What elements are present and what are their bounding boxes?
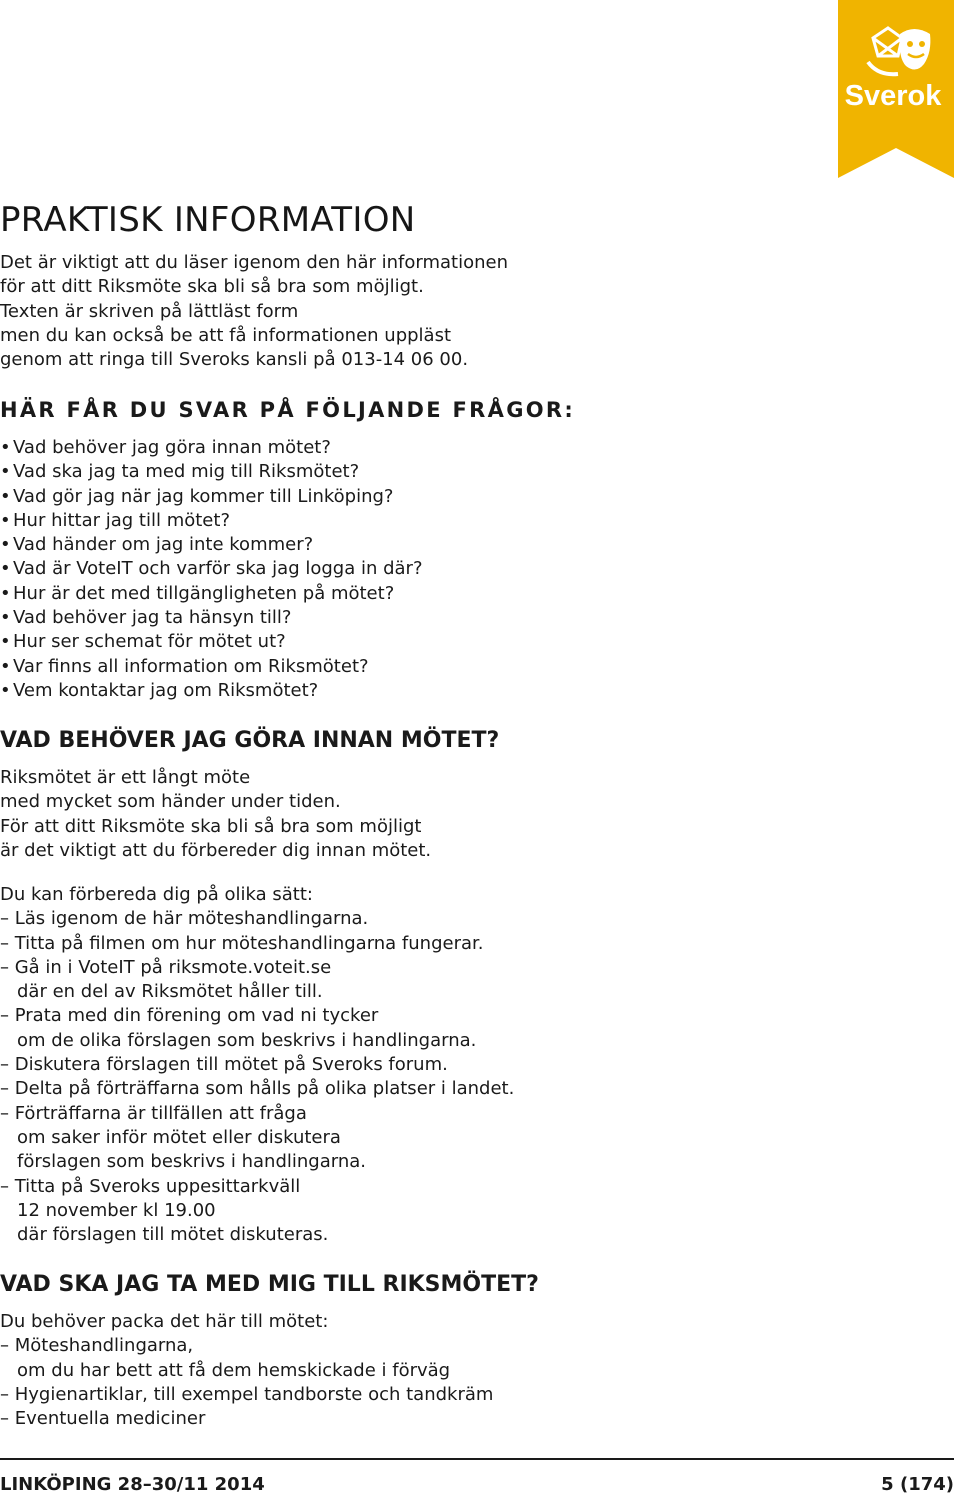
faq-item-label: Hur hittar jag till mötet? bbox=[13, 509, 230, 531]
text-line: Riksmötet är ett långt möte bbox=[0, 767, 251, 788]
sverok-logo bbox=[838, 0, 954, 178]
faq-item-label: Vad behöver jag göra innan mötet? bbox=[13, 437, 331, 458]
faq-item-label: Var finns all information om Riksmötet? bbox=[13, 655, 369, 677]
faq-item-label: Vad händer om jag inte kommer? bbox=[13, 534, 314, 556]
text-line: Det är viktigt att du läser igenom den här informationen bbox=[0, 252, 508, 273]
faq-heading: HÄR FÅR DU SVAR PÅ FÖLJANDE FRÅGOR: bbox=[0, 398, 576, 422]
text-line: – Diskutera förslagen till mötet på Sveroks forum. bbox=[0, 1054, 448, 1076]
text-line: är det viktigt att du förbereder dig innan mötet. bbox=[0, 839, 432, 861]
text-line: – Delta på förträffarna som hålls på olika platser i landet. bbox=[0, 1078, 515, 1100]
section1-paragraph1 bbox=[0, 766, 431, 863]
faq-item-label: Hur är det med tillgängligheten på mötet? bbox=[13, 582, 395, 604]
text-line: där en del av Riksmötet håller till. bbox=[17, 981, 323, 1003]
text-line: med mycket som händer under tiden. bbox=[0, 791, 341, 813]
faq-item bbox=[0, 655, 423, 679]
faq-item-label: Vad behöver jag ta hänsyn till? bbox=[13, 607, 292, 629]
sverok-wordmark: Sverok bbox=[844, 80, 942, 112]
text-line: – Titta på filmen om hur möteshandlingarna fungerar. bbox=[0, 932, 484, 954]
text-line: – Möteshandlingarna, bbox=[0, 1335, 194, 1357]
faq-item-label: Vem kontaktar jag om Riksmötet? bbox=[13, 679, 319, 701]
text-line: – Eventuella mediciner bbox=[0, 1408, 206, 1430]
text-line: förslagen som beskrivs i handlingarna. bbox=[17, 1151, 366, 1173]
text-line: – Förträffarna är tillfällen att fråga bbox=[0, 1102, 307, 1124]
text-line: – Gå in i VoteIT på riksmote.voteit.se bbox=[0, 956, 332, 978]
bullet-icon: • bbox=[0, 461, 11, 483]
text-line: om saker inför mötet eller diskutera bbox=[17, 1126, 341, 1148]
intro-paragraph bbox=[0, 251, 508, 372]
text-line: för att ditt Riksmöte ska bli så bra som möjligt. bbox=[0, 276, 424, 298]
bullet-icon: • bbox=[0, 582, 11, 604]
bullet-icon: • bbox=[0, 437, 11, 458]
faq-item bbox=[0, 533, 423, 557]
bullet-icon: • bbox=[0, 509, 11, 531]
faq-item-label: Hur ser schemat för mötet ut? bbox=[13, 631, 286, 653]
faq-item bbox=[0, 606, 423, 630]
text-line: Du behöver packa det här till mötet: bbox=[0, 1311, 329, 1332]
text-line: – Läs igenom de här möteshandlingarna. bbox=[0, 908, 369, 930]
bullet-icon: • bbox=[0, 534, 11, 556]
bullet-icon: • bbox=[0, 631, 11, 653]
faq-item bbox=[0, 557, 423, 581]
sverok-badge-icon bbox=[838, 0, 954, 178]
text-line: genom att ringa till Sveroks kansli på 013-14 06 00. bbox=[0, 349, 469, 371]
bullet-icon: • bbox=[0, 655, 11, 677]
bullet-icon: • bbox=[0, 485, 11, 507]
text-line: Texten är skriven på lättläst form bbox=[0, 300, 299, 322]
bullet-icon: • bbox=[0, 558, 11, 580]
text-line: – Prata med din förening om vad ni tycker bbox=[0, 1005, 379, 1027]
text-line: där förslagen till mötet diskuteras. bbox=[17, 1224, 329, 1246]
text-line: om de olika förslagen som beskrivs i handlingarna. bbox=[17, 1029, 477, 1051]
faq-item-label: Vad gör jag när jag kommer till Linköping? bbox=[13, 485, 394, 507]
footer-divider bbox=[0, 1458, 954, 1460]
faq-item bbox=[0, 460, 423, 484]
section1-heading: VAD BEHÖVER JAG GÖRA INNAN MÖTET? bbox=[0, 728, 500, 753]
faq-item bbox=[0, 436, 423, 460]
bullet-icon: • bbox=[0, 679, 11, 701]
text-line: – Hygienartiklar, till exempel tandborste och tandkräm bbox=[0, 1383, 494, 1405]
text-line: 12 november kl 19.00 bbox=[17, 1199, 216, 1221]
faq-list bbox=[0, 436, 423, 703]
text-line: Du kan förbereda dig på olika sätt: bbox=[0, 884, 313, 905]
text-line: För att ditt Riksmöte ska bli så bra som möjligt bbox=[0, 815, 422, 837]
faq-item bbox=[0, 485, 423, 509]
text-line: – Titta på Sveroks uppesittarkväll bbox=[0, 1175, 301, 1197]
bullet-icon: • bbox=[0, 607, 11, 629]
faq-item bbox=[0, 582, 423, 606]
faq-item-label: Vad ska jag ta med mig till Riksmötet? bbox=[13, 461, 360, 483]
section2-list bbox=[0, 1310, 493, 1431]
faq-item bbox=[0, 679, 423, 703]
faq-item-label: Vad är VoteIT och varför ska jag logga in där? bbox=[13, 558, 423, 580]
page-title: PRAKTISK INFORMATION bbox=[0, 200, 416, 240]
footer-page-number: 5 (174) bbox=[881, 1474, 954, 1495]
footer-event-info: LINKÖPING 28–30/11 2014 bbox=[0, 1474, 265, 1495]
text-line: men du kan också be att få informationen uppläst bbox=[0, 324, 452, 346]
section1-paragraph2 bbox=[0, 883, 514, 1247]
faq-item bbox=[0, 630, 423, 654]
text-line: om du har bett att få dem hemskickade i förväg bbox=[17, 1359, 451, 1381]
section2-heading: VAD SKA JAG TA MED MIG TILL RIKSMÖTET? bbox=[0, 1272, 539, 1297]
faq-item bbox=[0, 509, 423, 533]
